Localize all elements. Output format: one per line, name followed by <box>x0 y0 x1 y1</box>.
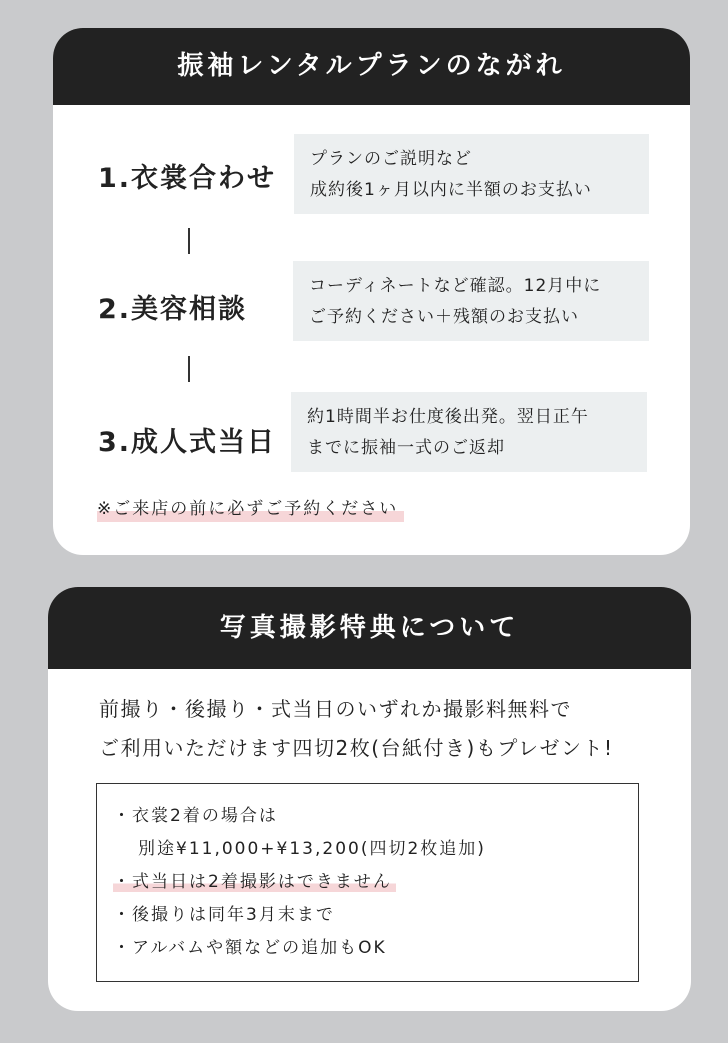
reservation-note: ※ご来店の前に必ずご予約ください <box>97 496 404 522</box>
step-2-description <box>293 261 649 341</box>
condition-item: ・衣裳2着の場合は <box>113 806 278 826</box>
condition-highlight-text: ・式当日は2着撮影はできません <box>113 872 396 892</box>
condition-item: ・アルバムや額などの追加もOK <box>113 938 387 958</box>
step-3-title: 3.成人式当日 <box>98 427 277 458</box>
flow-card-title: 振袖レンタルプランのながれ <box>53 28 690 105</box>
step-1-line-2: 成約後1ヶ月以内に半額のお支払い <box>310 180 592 200</box>
step-2-line-1: コーディネートなど確認。12月中に <box>309 276 602 296</box>
condition-item: ・後撮りは同年3月末まで <box>113 905 335 925</box>
step-2-line-2: ご予約ください＋残額のお支払い <box>309 307 579 327</box>
step-1-line-1: プランのご説明など <box>310 149 472 169</box>
step-1-description <box>294 134 649 214</box>
step-3-line-1: 約1時間半お仕度後出発。翌日正午 <box>307 407 589 427</box>
benefit-card <box>48 587 691 1011</box>
conditions-box <box>96 783 639 982</box>
flow-card <box>53 28 690 555</box>
step-3-line-2: までに振袖一式のご返却 <box>307 438 505 458</box>
step-3-description <box>291 392 647 472</box>
benefit-lead-line-2: ご利用いただけます四切2枚(台紙付き)もプレゼント! <box>99 736 614 760</box>
benefit-lead-line-1: 前撮り・後撮り・式当日のいずれか撮影料無料で <box>99 697 572 721</box>
step-connector-2 <box>188 356 190 382</box>
condition-item-highlighted <box>113 866 638 899</box>
benefit-lead <box>99 690 614 768</box>
benefit-card-title: 写真撮影特典について <box>48 587 691 669</box>
step-connector-1 <box>188 228 190 254</box>
step-1-title: 1.衣裳合わせ <box>98 163 277 194</box>
condition-item-price: 別途¥11,000+¥13,200(四切2枚追加) <box>138 839 486 859</box>
step-2-title: 2.美容相談 <box>98 294 248 325</box>
